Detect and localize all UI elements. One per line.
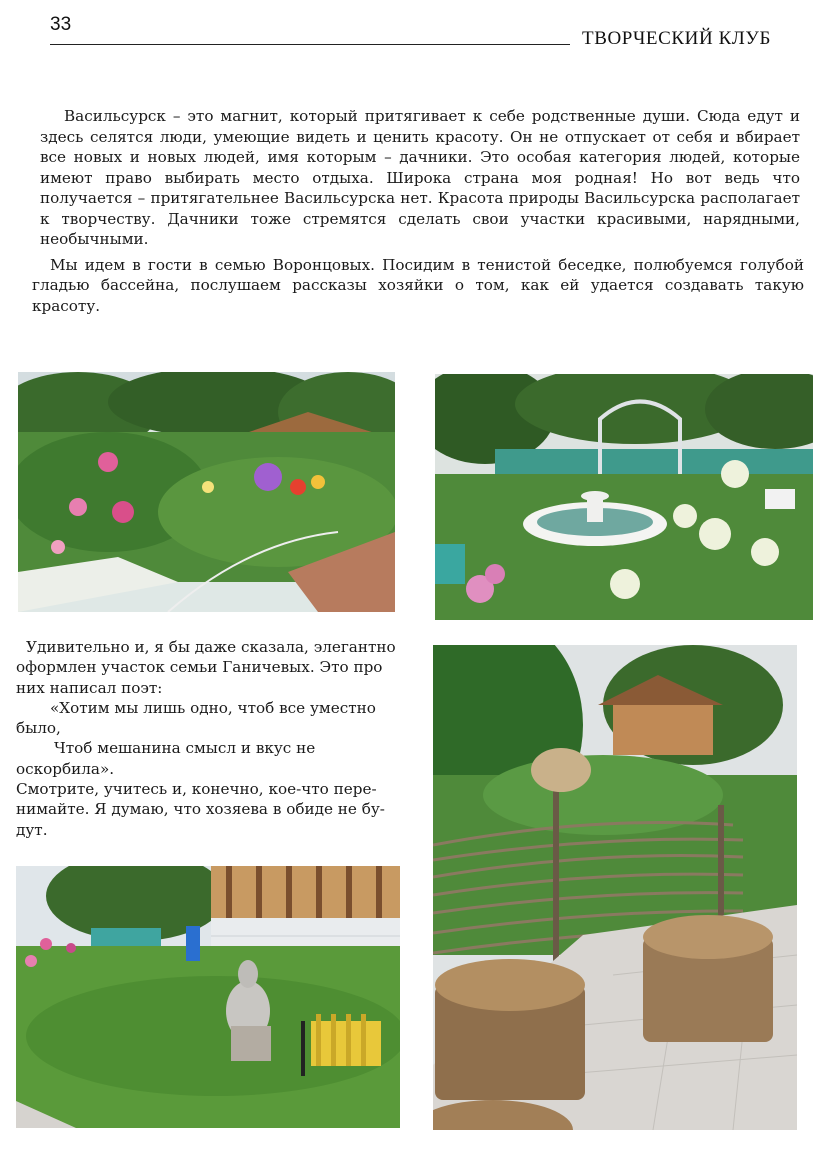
poem-line: оскорбила».	[16, 759, 115, 778]
intro-paragraph-2: Мы идем в гости в семью Воронцовых. Посидим в тенистой беседке, полюбуемся голубой гладью бассейна, послушаем рассказы хозяйки о том, как ей удается создавать такую красоту.	[32, 255, 804, 315]
header-rule	[50, 44, 570, 45]
article-line: дут.	[16, 820, 48, 839]
poem-line: «Хотим мы лишь одно, чтоб все уместно	[50, 698, 376, 717]
article-line: оформлен участок семьи Ганичевых. Это про	[16, 658, 383, 677]
photo-gazebo-flowerbed	[18, 372, 395, 612]
article-line: Удивительно и, я бы даже сказала, элегантно	[26, 638, 396, 656]
article-line: них написал поэт:	[16, 678, 163, 697]
intro-text	[32, 106, 804, 316]
photo-wattle-fence-stumps	[433, 645, 797, 1130]
photo-pool-fountain	[435, 374, 813, 620]
poem-line: было,	[16, 719, 61, 738]
page-number: 33	[50, 14, 72, 35]
article-text	[16, 637, 396, 840]
poem-line: Чтоб мешанина смысл и вкус не	[54, 739, 316, 758]
section-title: ТВОРЧЕСКИЙ КЛУБ	[582, 28, 771, 49]
article-line: нимайте. Я думаю, что хозяева в обиде не бу-	[16, 800, 385, 819]
photo-garden-lawn	[16, 866, 400, 1128]
intro-paragraph-1: Васильсурск – это магнит, который притягивает к себе родственные души. Сюда едут и здесь селятся люди, умеющие видеть и ценить красоту. Он не отпускает от себя и вбирает все новых и новых людей, имя которым – дачники. Это особая категория людей, которые имеют право выбирать место отдыха. Широка страна моя родная! Но вот ведь что получается – притягательнее Васильсурска нет. Красота природы Васильсурска располагает к творчеству. Дачники тоже стремятся сделать свои участки красивыми, нарядными, необычными.	[40, 107, 800, 248]
article-line: Смотрите, учитесь и, конечно, кое-что пере-	[16, 780, 377, 799]
